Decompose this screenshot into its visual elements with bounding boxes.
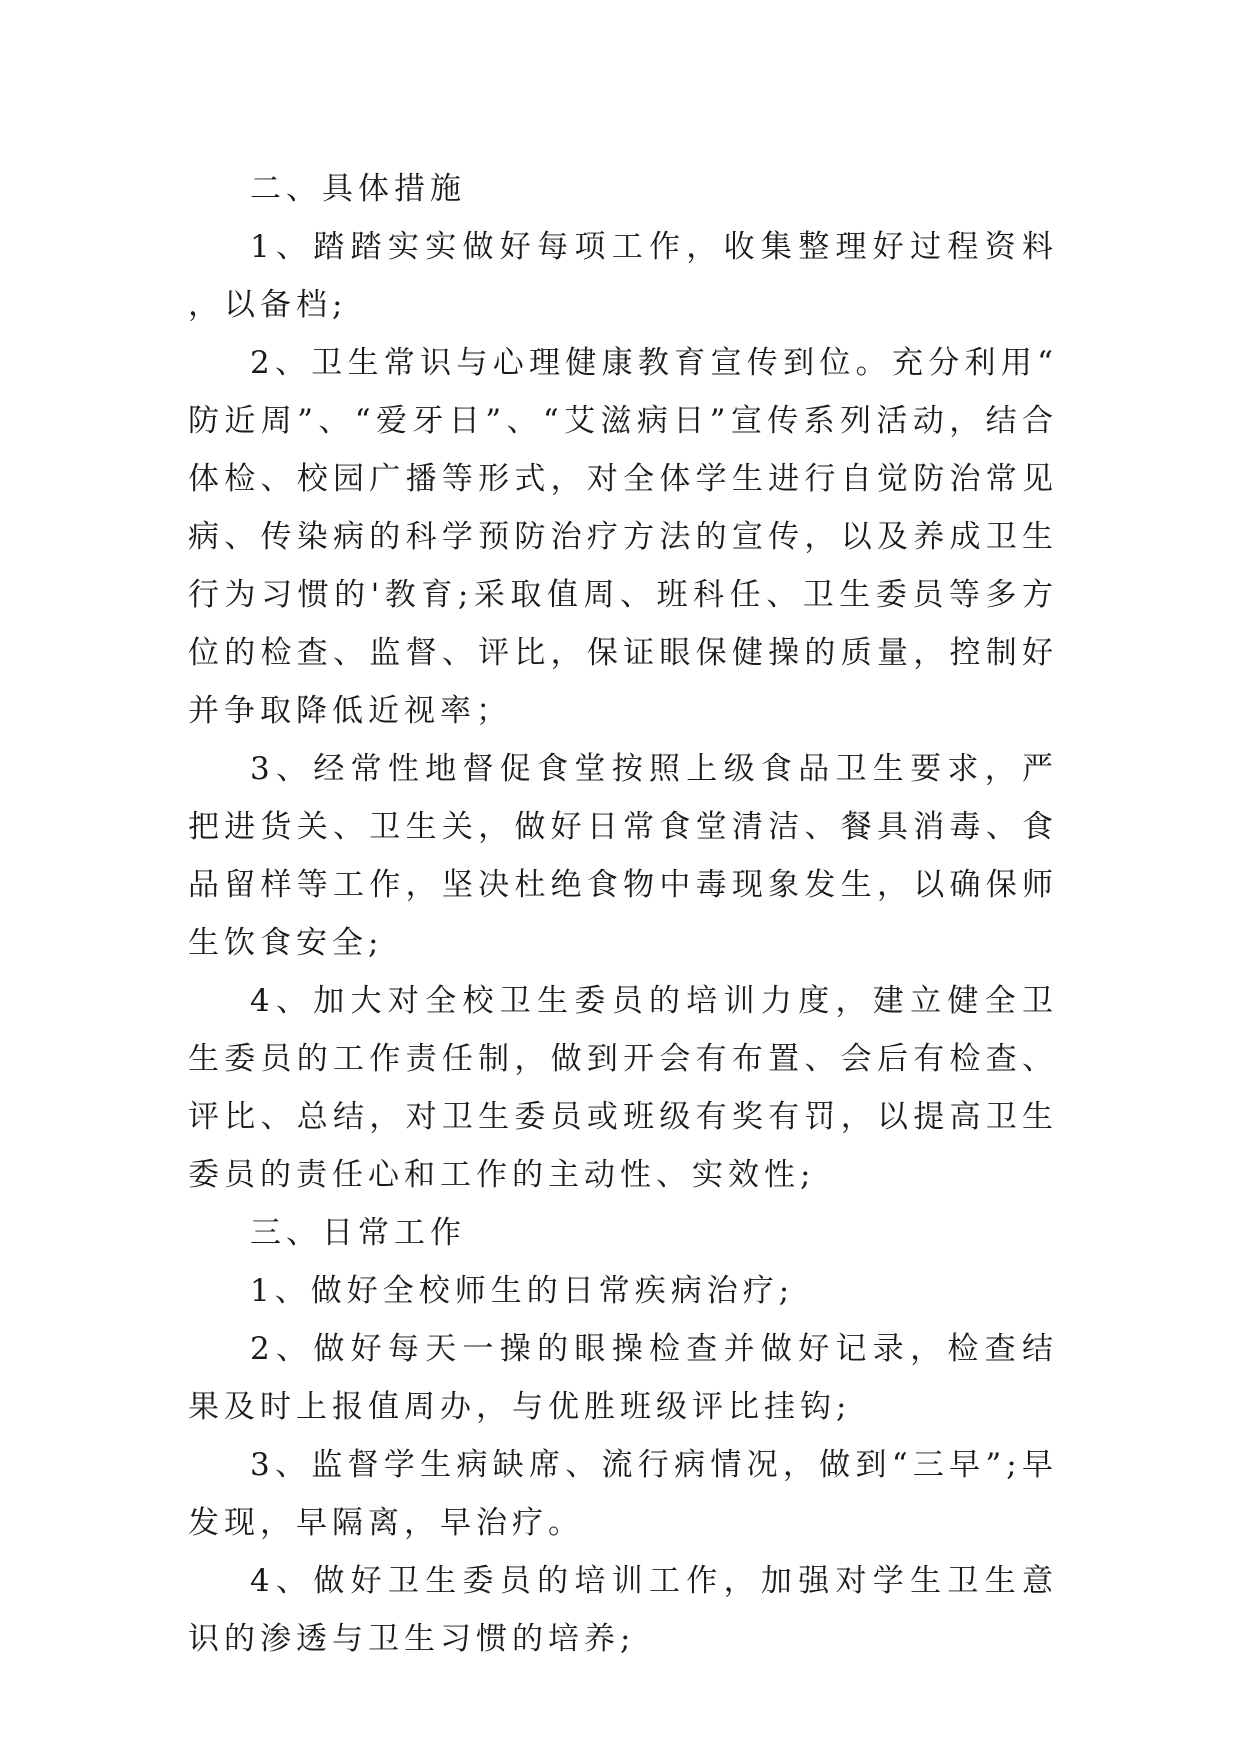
measure-item-1: 1、踏踏实实做好每项工作，收集整理好过程资料，以备档; [188, 229, 1058, 323]
document-body [188, 160, 1058, 1668]
daily-item-2: 2、做好每天一操的眼操检查并做好记录，检查结果及时上报值周办，与优胜班级评比挂钩; [188, 1331, 1058, 1425]
measure-item-4: 4、加大对全校卫生委员的培训力度，建立健全卫生委员的工作责任制，做到开会有布置、会后有检查、评比、总结，对卫生委员或班级有奖有罚，以提高卫生委员的责任心和工作的主动性、实效性; [188, 983, 1058, 1193]
measure-item-2: 2、卫生常识与心理健康教育宣传到位。充分利用“防近周”、“爱牙日”、“艾滋病日”宣传系列活动，结合体检、校园广播等形式，对全体学生进行自觉防治常见病、传染病的科学预防治疗方法的宣传，以及养成卫生行为习惯的'教育;采取值周、班科任、卫生委员等多方位的检查、监督、评比，保证眼保健操的质量，控制好并争取降低近视率； [188, 345, 1058, 729]
daily-item-1: 1、做好全校师生的日常疾病治疗; [250, 1273, 795, 1309]
section-heading-daily-work: 三、日常工作 [250, 1215, 466, 1251]
daily-item-3: 3、监督学生病缺席、流行病情况，做到“三早”;早发现，早隔离，早治疗。 [188, 1447, 1058, 1541]
daily-item-4: 4、做好卫生委员的培训工作，加强对学生卫生意识的渗透与卫生习惯的培养; [188, 1563, 1058, 1657]
measure-item-3: 3、经常性地督促食堂按照上级食品卫生要求，严把进货关、卫生关，做好日常食堂清洁、餐具消毒、食品留样等工作，坚决杜绝食物中毒现象发生，以确保师生饮食安全; [188, 751, 1058, 961]
section-heading-measures: 二、具体措施 [250, 171, 466, 207]
